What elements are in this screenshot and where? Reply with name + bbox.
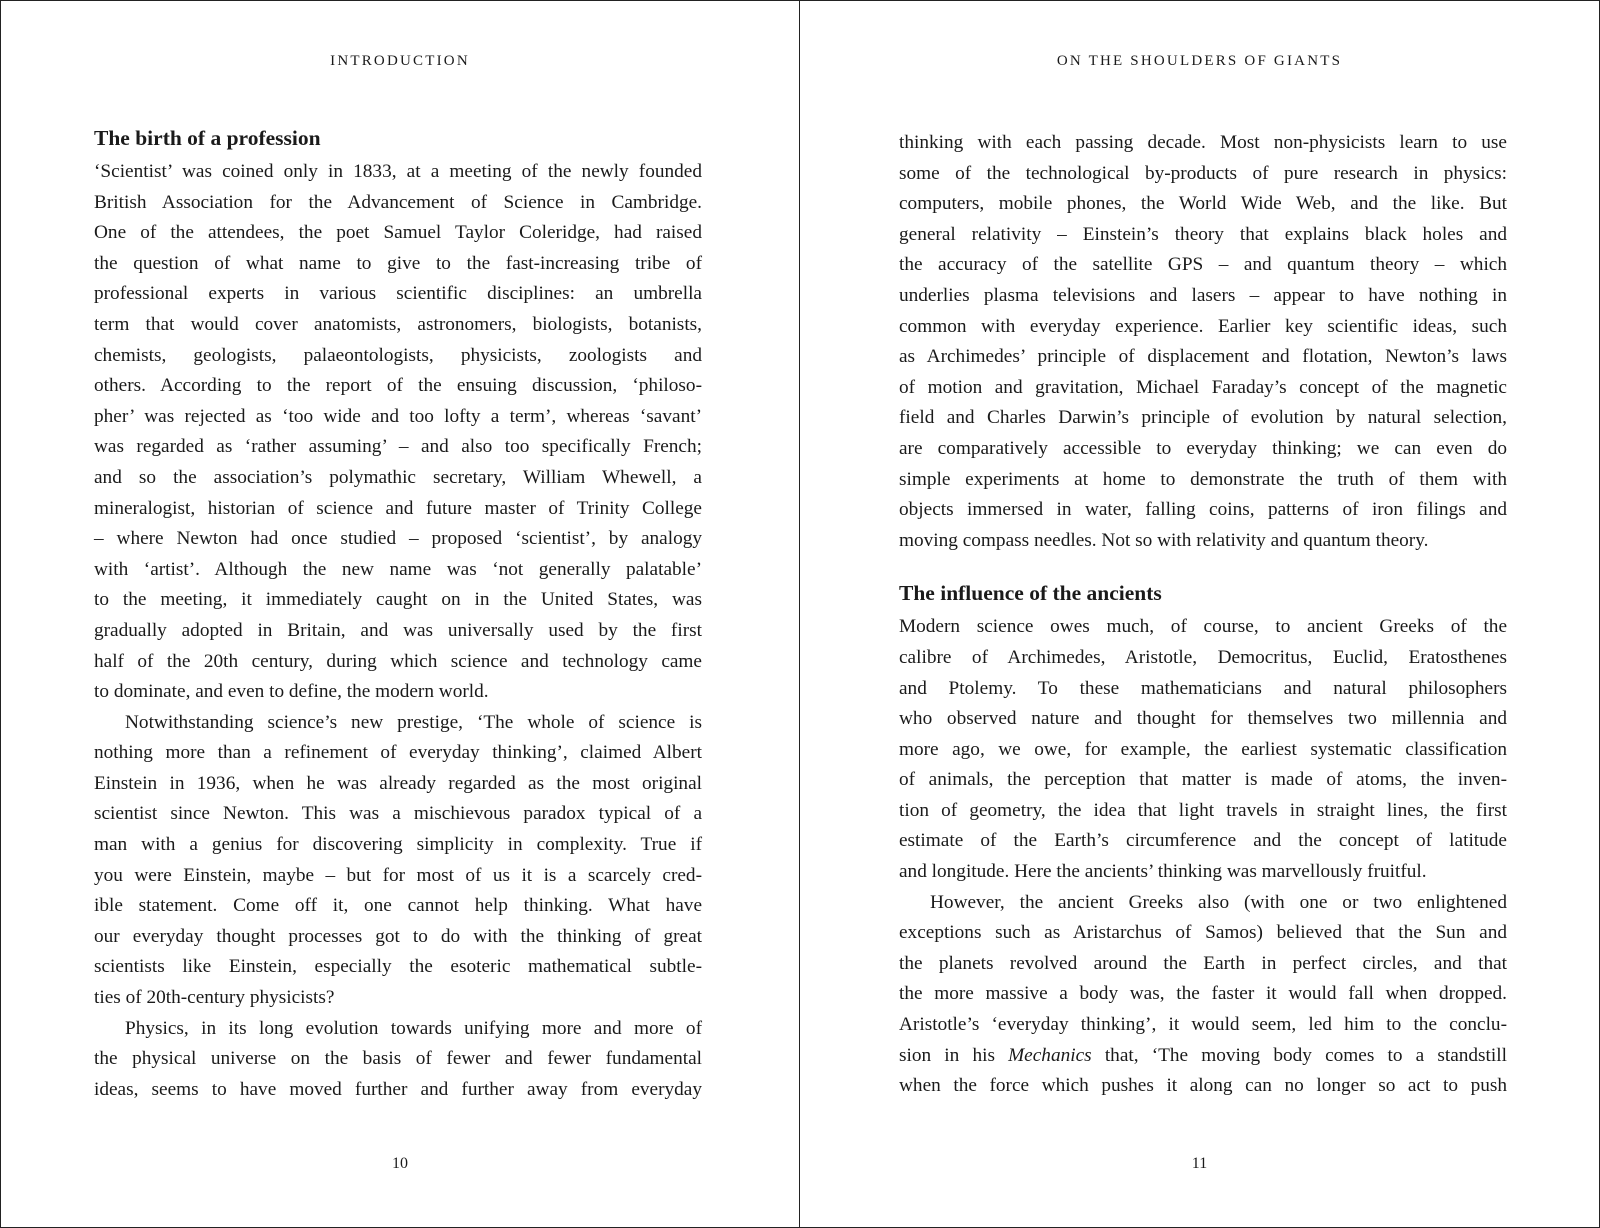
text-line: of animals, the perception that matter is made of atoms, the inven- (899, 769, 1507, 791)
text-line: some of the technological by-products of pure research in physics: (899, 162, 1507, 184)
text-line: Einstein in 1936, when he was already regarded as the most original (94, 772, 702, 794)
text-line: with ‘artist’. Although the new name was ‘not generally palatable’ (94, 558, 702, 580)
text-line: tion of geometry, the idea that light travels in straight lines, the first (899, 799, 1507, 821)
text-line: who observed nature and thought for themselves two millennia and (899, 708, 1507, 730)
text-line: the more massive a body was, the faster it would fall when dropped. (899, 983, 1507, 1005)
text-line: the accuracy of the satellite GPS – and quantum theory – which (899, 254, 1507, 276)
text-line: Modern science owes much, of course, to ancient Greeks of the (899, 616, 1507, 638)
section-heading-ancients: The influence of the ancients (899, 581, 1162, 606)
text-line: half of the 20th century, during which science and technology came (94, 650, 702, 672)
text-line: chemists, geologists, palaeontologists, physicists, zoologists and (94, 344, 702, 366)
text-line: as Archimedes’ principle of displacement and flotation, Newton’s laws (899, 346, 1507, 368)
text-line: ible statement. Come off it, one cannot help thinking. What have (94, 895, 702, 917)
text-line: common with everyday experience. Earlier key scientific ideas, such (899, 315, 1507, 337)
text-line: and longitude. Here the ancients’ thinking was marvellously fruitful. (899, 861, 1427, 883)
text-line: and so the association’s polymathic secretary, William Whewell, a (94, 466, 702, 488)
page-number-left: 10 (392, 1155, 408, 1172)
text-line: the physical universe on the basis of fewer and fewer fundamental (94, 1048, 702, 1070)
text-line: field and Charles Darwin’s principle of evolution by natural selection, (899, 407, 1507, 429)
text-line: ties of 20th-century physicists? (94, 987, 335, 1009)
text-line-with-italic (899, 1041, 1507, 1072)
text-line: calibre of Archimedes, Aristotle, Democritus, Euclid, Eratosthenes (899, 646, 1507, 668)
text-line: ‘Scientist’ was coined only in 1833, at a meeting of the newly founded (94, 161, 702, 182)
text-line: underlies plasma televisions and lasers – appear to have nothing in (899, 284, 1507, 306)
book-title-mechanics: Mechanics (1008, 1044, 1092, 1066)
text-line: pher’ was rejected as ‘too wide and too lofty a term’, whereas ‘savant’ (94, 405, 702, 427)
text-line: Notwithstanding science’s new prestige, ‘The whole of science is (125, 711, 702, 733)
text-line: to dominate, and even to define, the modern world. (94, 681, 489, 703)
section-gap (899, 556, 1507, 574)
text-line: ideas, seems to have moved further and further away from everyday (94, 1078, 702, 1100)
text-line: moving compass needles. Not so with relativity and quantum theory. (899, 529, 1429, 551)
text-line: the planets revolved around the Earth in perfect circles, and that (899, 952, 1507, 974)
text-line: our everyday thought processes got to do with the thinking of great (94, 925, 702, 947)
text-line: to the meeting, it immediately caught on in the United States, was (94, 589, 702, 611)
right-text-block (899, 128, 1507, 1102)
text-line: of motion and gravitation, Michael Faraday’s concept of the magnetic (899, 376, 1507, 398)
text-line: others. According to the report of the ensuing discussion, ‘philoso- (94, 375, 702, 397)
text-fragment: that, ‘The moving body comes to a standstill (1091, 1044, 1507, 1066)
text-line: However, the ancient Greeks also (with one or two enlightened (930, 891, 1507, 913)
text-line: general relativity – Einstein’s theory that explains black holes and (899, 223, 1507, 245)
text-line: more ago, we owe, for example, the earliest systematic classification (899, 738, 1507, 760)
text-line: scientist since Newton. This was a mischievous paradox typical of a (94, 803, 702, 825)
text-line: Aristotle’s ‘everyday thinking’, it would seem, led him to the conclu- (899, 1014, 1507, 1036)
text-line: nothing more than a refinement of everyday thinking’, claimed Albert (94, 742, 702, 764)
text-line: man with a genius for discovering simplicity in complexity. True if (94, 834, 702, 856)
text-line: professional experts in various scientific disciplines: an umbrella (94, 283, 702, 305)
text-line: Physics, in its long evolution towards unifying more and more of (125, 1017, 702, 1039)
text-line: estimate of the Earth’s circumference and the concept of latitude (899, 830, 1507, 852)
section-heading-birth: The birth of a profession (94, 126, 321, 150)
text-line: are comparatively accessible to everyday thinking; we can even do (899, 437, 1507, 459)
left-page (1, 1, 800, 1227)
text-line: objects immersed in water, falling coins, patterns of iron filings and (899, 499, 1507, 521)
running-head-left: INTRODUCTION (330, 53, 470, 69)
page-number-right: 11 (1191, 1155, 1208, 1172)
text-line: and Ptolemy. To these mathematicians and natural philosophers (899, 677, 1507, 699)
text-line: when the force which pushes it along can no longer so act to push (899, 1075, 1507, 1097)
text-line: computers, mobile phones, the World Wide Web, and the like. But (899, 193, 1507, 215)
text-line: British Association for the Advancement of Science in Cambridge. (94, 191, 702, 213)
text-line: mineralogist, historian of science and future master of Trinity College (94, 497, 702, 519)
text-line: simple experiments at home to demonstrate the truth of them with (899, 468, 1507, 490)
text-line: exceptions such as Aristarchus of Samos) believed that the Sun and (899, 922, 1507, 944)
text-line: – where Newton had once studied – proposed ‘scientist’, by analogy (94, 528, 702, 550)
left-text-block (94, 119, 702, 1105)
text-line: term that would cover anatomists, astronomers, biologists, botanists, (94, 313, 702, 335)
text-fragment: sion in his (899, 1044, 1009, 1066)
text-line: you were Einstein, maybe – but for most of us it is a scarcely cred- (94, 864, 702, 886)
text-line: gradually adopted in Britain, and was universally used by the first (94, 619, 702, 641)
running-head-right: ON THE SHOULDERS OF GIANTS (1056, 53, 1343, 69)
text-line: scientists like Einstein, especially the esoteric mathematical subtle- (94, 956, 702, 978)
text-line: One of the attendees, the poet Samuel Taylor Coleridge, had raised (94, 222, 702, 244)
text-line: thinking with each passing decade. Most non-physicists learn to use (899, 132, 1507, 153)
right-page (800, 1, 1599, 1227)
text-line: the question of what name to give to the fast-increasing tribe of (94, 252, 702, 274)
text-line: was regarded as ‘rather assuming’ – and also too specifically French; (94, 436, 702, 458)
